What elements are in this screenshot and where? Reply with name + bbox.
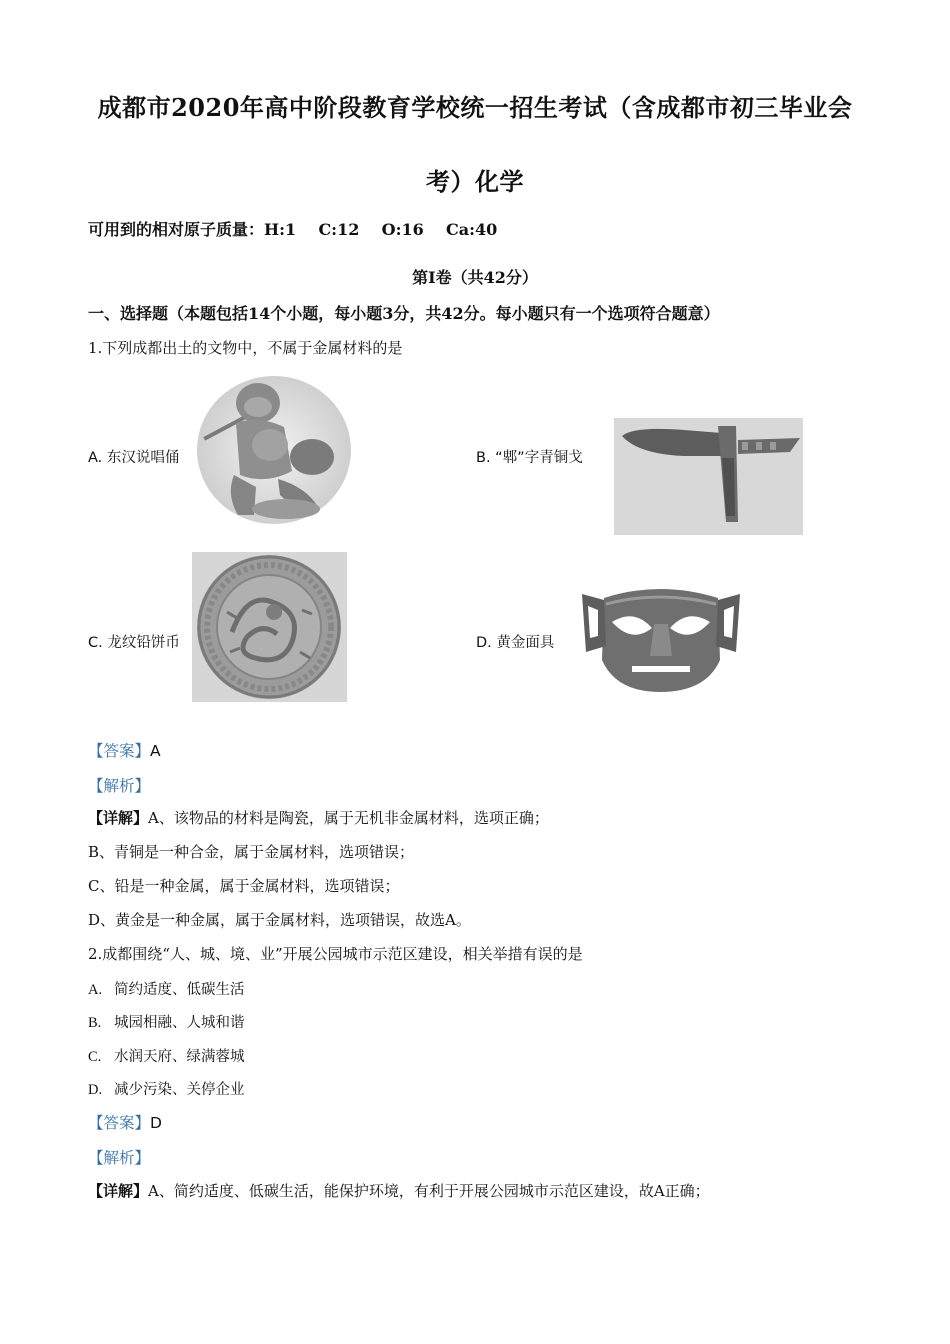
q2-choice-a-letter: A. (88, 982, 103, 998)
volume-heading: 第Ⅰ卷（共42分） (412, 268, 538, 287)
detail-tag: 【详解】 (88, 1182, 149, 1200)
q2-choice-a-text: 简约适度、低碳生活 (114, 982, 245, 998)
q1-option-a-label: A. 东汉说唱俑 (88, 450, 180, 466)
q2-choice-c-text: 水润天府、绿满蓉城 (114, 1049, 245, 1065)
q2-choice-c-letter: C. (88, 1049, 102, 1065)
q2-choice-d (88, 1078, 245, 1099)
atomic-masses: 可用到的相对原子质量：H:1 C:12 O:16 Ca:40 (88, 220, 498, 239)
q2-choice-d-text: 减少污染、关停企业 (114, 1082, 245, 1098)
q1-stem: 1.下列成都出土的文物中，不属于金属材料的是 (88, 339, 403, 357)
exam-title-line2: 考）化学 (426, 167, 524, 196)
q2-answer-line (88, 1111, 162, 1133)
q1-answer-line (88, 739, 161, 761)
q1-detail-line-2: B、青铜是一种合金，属于金属材料，选项错误； (88, 843, 415, 861)
q1-option-d-label: D. 黄金面具 (476, 635, 555, 651)
q2-choice-b (88, 1011, 245, 1032)
detail-tag: 【详解】 (88, 809, 149, 827)
q1-option-c-label: C. 龙纹铅饼币 (88, 635, 180, 651)
q1-option-b-label: B. “郫”字青铜戈 (476, 450, 583, 466)
q2-detail-text-1: A、简约适度、低碳生活，能保护环境，有利于开展公园城市示范区建设，故A正确； (148, 1182, 710, 1200)
gold-mask-image (576, 580, 746, 696)
q2-stem: 2.成都围绕“人、城、境、业”开展公园城市示范区建设，相关举措有误的是 (88, 945, 583, 963)
exam-title-line1: 成都市2020年高中阶段教育学校统一招生考试（含成都市初三毕业会 (97, 93, 853, 122)
q1-detail-line-4: D、黄金是一种金属，属于金属材料，选项错误，故选A。 (88, 911, 471, 929)
q2-choice-b-text: 城园相融、人城和谐 (114, 1015, 245, 1031)
q1-detail-line-1 (88, 807, 549, 828)
answer-tag: 【答案】 (88, 1114, 151, 1132)
dragon-coin-image (192, 552, 347, 702)
q2-choice-c (88, 1045, 245, 1066)
answer-tag: 【答案】 (88, 742, 151, 760)
section-heading: 一、选择题（本题包括14个小题，每小题3分，共42分。每小题只有一个选项符合题意） (88, 304, 720, 323)
q2-choice-a (88, 978, 245, 999)
clay-figure-image (196, 375, 352, 525)
bronze-dagger-image (614, 418, 803, 535)
q2-choice-b-letter: B. (88, 1015, 102, 1031)
q1-answer: A (150, 742, 161, 760)
q1-detail-text-1: A、该物品的材料是陶瓷，属于无机非金属材料，选项正确； (148, 809, 549, 827)
q2-answer: D (150, 1114, 162, 1132)
q1-analysis-tag: 【解析】 (88, 777, 151, 795)
q2-detail-line-1 (88, 1180, 710, 1201)
q1-detail-line-3: C、铅是一种金属，属于金属材料，选项错误； (88, 877, 400, 895)
q2-choice-d-letter: D. (88, 1082, 103, 1098)
q2-analysis-tag: 【解析】 (88, 1149, 151, 1167)
